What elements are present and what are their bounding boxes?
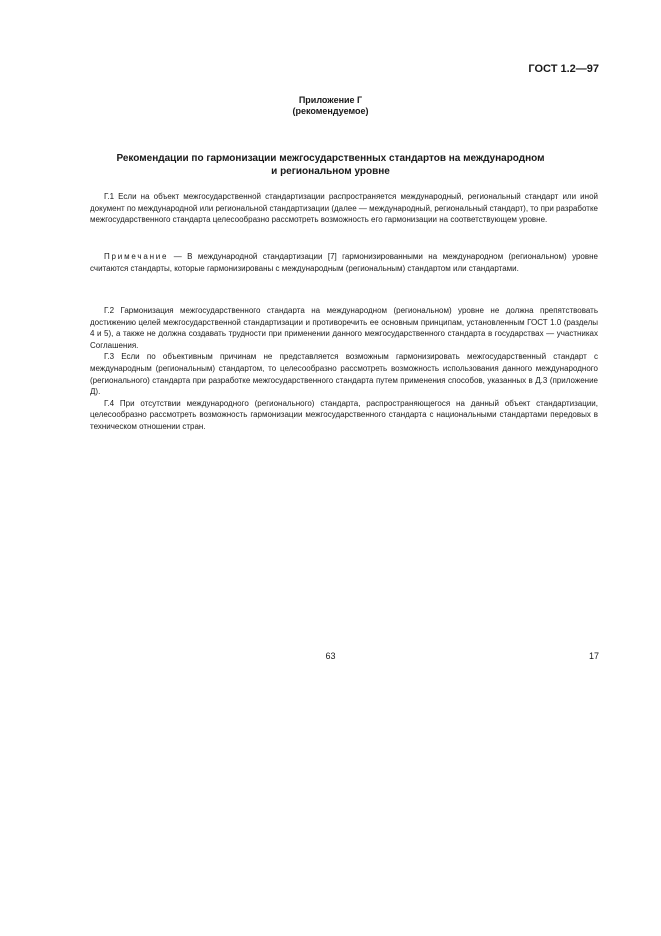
clauses-g2-g4 [90, 305, 598, 433]
note-block [90, 251, 598, 274]
note-text: — В международной стандартизации [7] гармонизированными на международном (региональном) уровне считаются стандарты, которые гармонизированы с международным (региональным) стандартом или стандартами. [90, 252, 598, 273]
sheet-number: 63 [325, 651, 336, 661]
clause-g1 [90, 191, 598, 226]
clause-g4: Г.4 При отсутствии международного (регионального) стандарта, распространяющегося на данный объект стандартизации, целесообразно рассмотреть возможность гармонизации межгосударственного стандарта с национальными стандартами передовых в техническом отношении стран. [90, 398, 598, 431]
page-number: 17 [588, 651, 599, 661]
clause-g2: Г.2 Гармонизация межгосударственного стандарта на международном (региональном) уровне не должна препятствовать достижению целей межгосударственной стандартизации и противоречить ее основным принципам, установленным ГОСТ 1.0 (разделы 4 и 5), а также не должна создавать трудности при применении данного межгосударственного стандарта в государствах — участниках Соглашения. [90, 306, 598, 350]
appendix-subtitle: (рекомендуемое) [292, 106, 369, 116]
appendix-title: Приложение Г [298, 95, 363, 105]
section-title-line-1: Рекомендации по гармонизации межгосударственных стандартов на международном [116, 153, 545, 164]
note-paragraph [90, 251, 598, 274]
section-title-line-2: и региональном уровне [271, 166, 390, 177]
section-title [70, 152, 591, 178]
clause-g3: Г.3 Если по объективным причинам не представляется возможным гармонизировать межгосударственный стандарт с международным (региональным) стандартом, то целесообразно рассмотреть возможность использования данного международного (регионального) стандарта при разработке межгосударственного стандарта путем применения способов, указанных в Д.3 (приложение Д). [90, 352, 598, 397]
note-label: Примечание [104, 252, 169, 261]
appendix-heading [0, 95, 661, 117]
clause-g1-text: Г.1 Если на объект межгосударственной стандартизации распространяется международный, региональный стандарт или иной документ по международной или региональной стандартизации (далее — международный, региональный стандарт), то при разработке межгосударственного стандарта целесообразно рассмотреть возможность его гармонизации на соответствующем уровне. [90, 192, 598, 225]
document-code: ГОСТ 1.2—97 [528, 63, 599, 75]
